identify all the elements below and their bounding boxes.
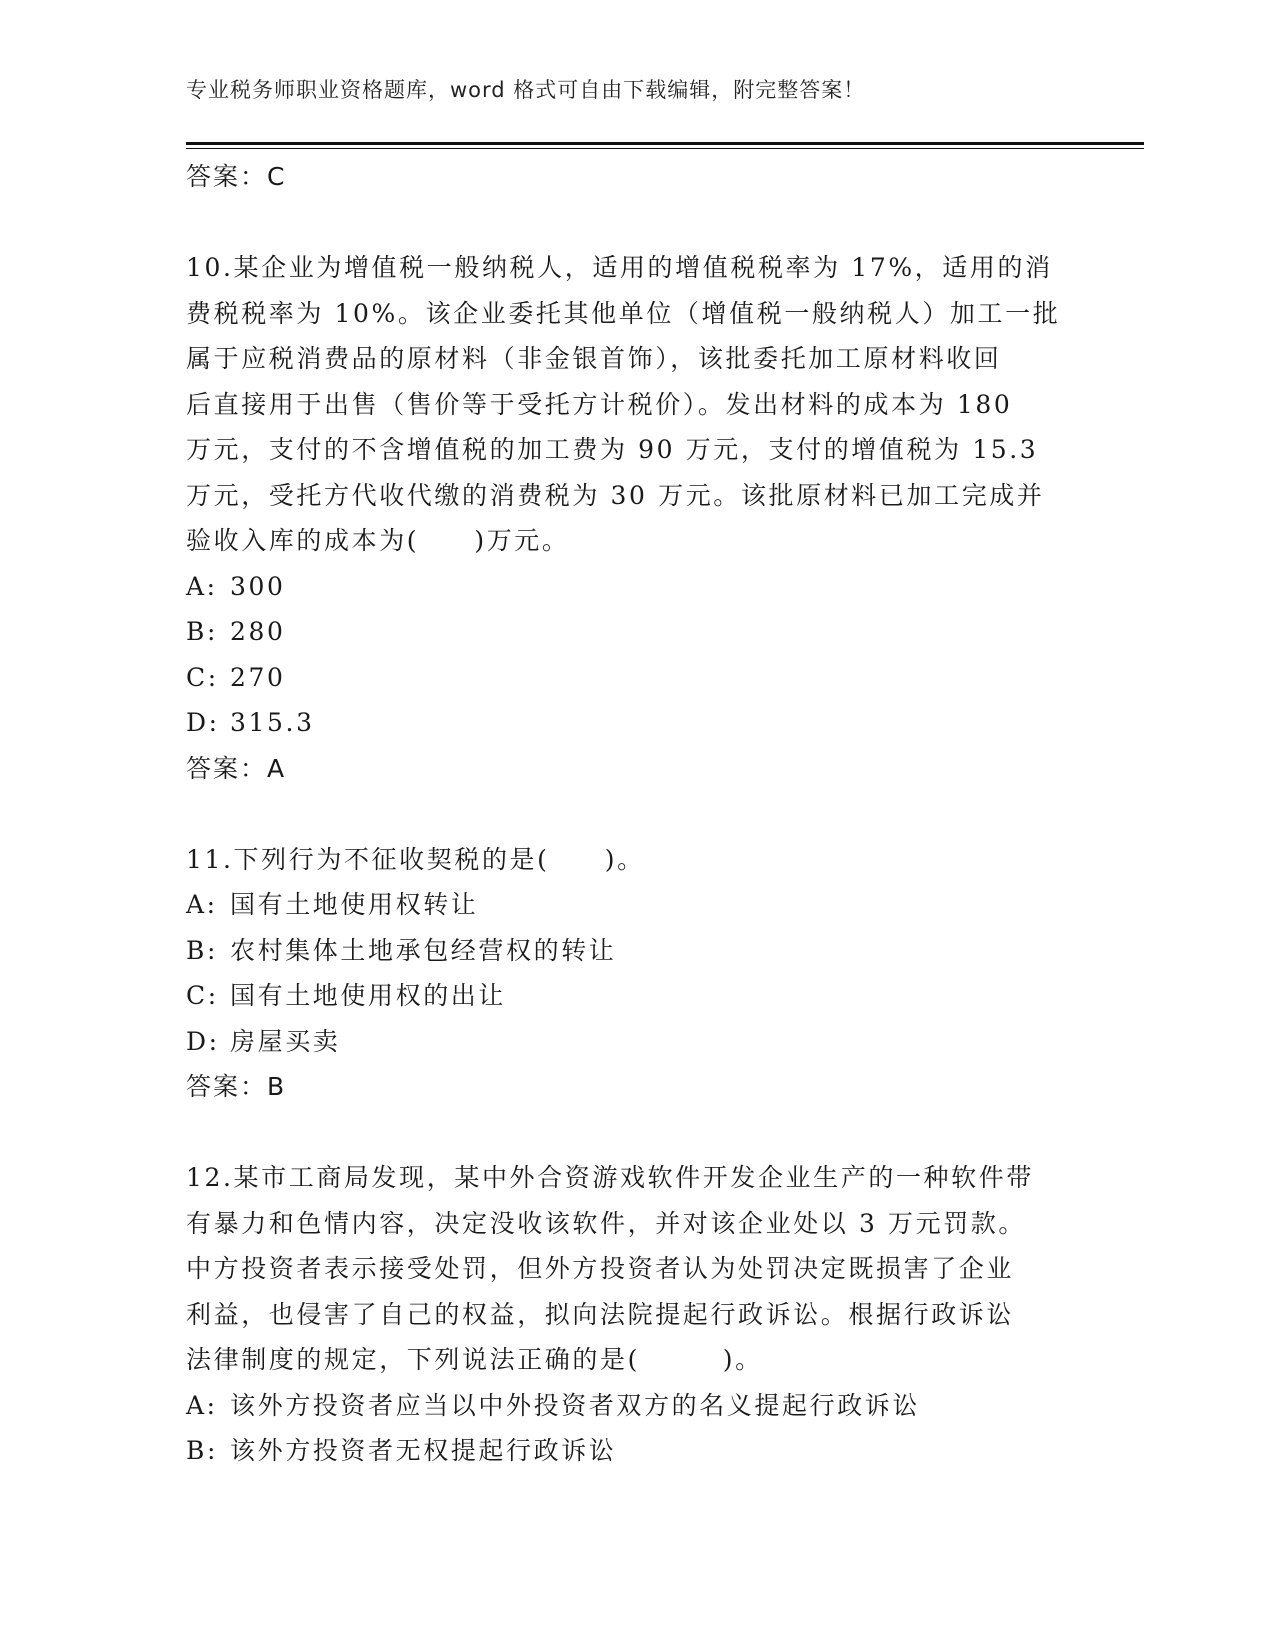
- option-a: [186, 1383, 1086, 1429]
- spacer: [186, 1110, 1086, 1156]
- option-text: 房屋买卖: [230, 1026, 341, 1056]
- option-a: [186, 882, 1086, 928]
- question-text-line: 利益，也侵害了自己的权益，拟向法院提起行政诉讼。根据行政诉讼: [186, 1299, 1015, 1329]
- question-text-line: 万元，支付的不含增值税的加工费为 90 万元，支付的增值税为 15.3: [186, 435, 1039, 464]
- option-text: 315.3: [230, 708, 315, 737]
- question-text-line: 12.某市工商局发现，某中外合资游戏软件开发企业生产的一种软件带: [186, 1163, 1034, 1192]
- question-text-line: 11.下列行为不征收契税的是( )。: [186, 844, 645, 874]
- option-label: D:: [186, 1026, 220, 1056]
- question-text-line: 验收入库的成本为( )万元。: [186, 526, 570, 555]
- option-text: 国有土地使用权转让: [230, 890, 479, 919]
- option-label: D:: [186, 708, 220, 737]
- option-c: [186, 973, 1086, 1019]
- option-label: A:: [186, 1390, 218, 1420]
- option-b: [186, 609, 1086, 655]
- header-divider-thin: [186, 148, 1144, 149]
- option-label: A:: [186, 571, 218, 601]
- question-12: [186, 1155, 1086, 1474]
- option-text: 国有土地使用权的出让: [230, 981, 507, 1010]
- question-text-line: 中方投资者表示接受处罚，但外方投资者认为处罚决定既损害了企业: [186, 1254, 1015, 1283]
- option-d: [186, 1019, 1086, 1065]
- questions-content: [186, 154, 1086, 1474]
- option-label: A:: [186, 890, 218, 919]
- option-label: C:: [186, 662, 219, 692]
- question-text-line: 属于应税消费品的原材料（非金银首饰），该批委托加工原材料收回: [186, 344, 1002, 373]
- question-text-line: 有暴力和色情内容，决定没收该软件，并对该企业处以 3 万元罚款。: [186, 1208, 1027, 1238]
- question-text-line: 后直接用于出售（售价等于受托方计税价）。发出材料的成本为 180: [186, 389, 1013, 419]
- header-divider: [186, 142, 1144, 145]
- question-text-line: 法律制度的规定，下列说法正确的是( )。: [186, 1345, 763, 1374]
- option-d: [186, 700, 1086, 746]
- question-text-line: 10.某企业为增值税一般纳税人，适用的增值税税率为 17%，适用的消: [186, 253, 1053, 282]
- answer-line: 答案：A: [186, 753, 287, 783]
- option-a: [186, 564, 1086, 610]
- option-text: 270: [230, 662, 286, 692]
- option-text: 300: [230, 571, 286, 601]
- question-10: [186, 245, 1086, 791]
- option-text: 农村集体土地承包经营权的转让: [230, 935, 617, 965]
- question-text-line: 费税税率为 10%。该企业委托其他单位（增值税一般纳税人）加工一批: [186, 298, 1061, 328]
- option-text: 该外方投资者应当以中外投资者双方的名义提起行政诉讼: [230, 1390, 921, 1420]
- spacer: [186, 791, 1086, 837]
- option-label: B:: [186, 617, 218, 646]
- option-b: [186, 1428, 1086, 1474]
- page-header: 专业税务师职业资格题库，word 格式可自由下载编辑，附完整答案！: [186, 78, 866, 102]
- option-b: [186, 928, 1086, 974]
- spacer: [186, 200, 1086, 246]
- option-c: [186, 655, 1086, 701]
- option-label: B:: [186, 935, 218, 965]
- answer-line: 答案：B: [186, 1072, 287, 1101]
- answer-line: 答案：C: [186, 162, 287, 191]
- option-text: 280: [230, 617, 286, 646]
- option-label: B:: [186, 1436, 218, 1465]
- question-11: [186, 837, 1086, 1110]
- question-text-line: 万元，受托方代收代缴的消费税为 30 万元。该批原材料已加工完成并: [186, 480, 1045, 510]
- option-text: 该外方投资者无权提起行政诉讼: [230, 1436, 617, 1465]
- option-label: C:: [186, 981, 219, 1010]
